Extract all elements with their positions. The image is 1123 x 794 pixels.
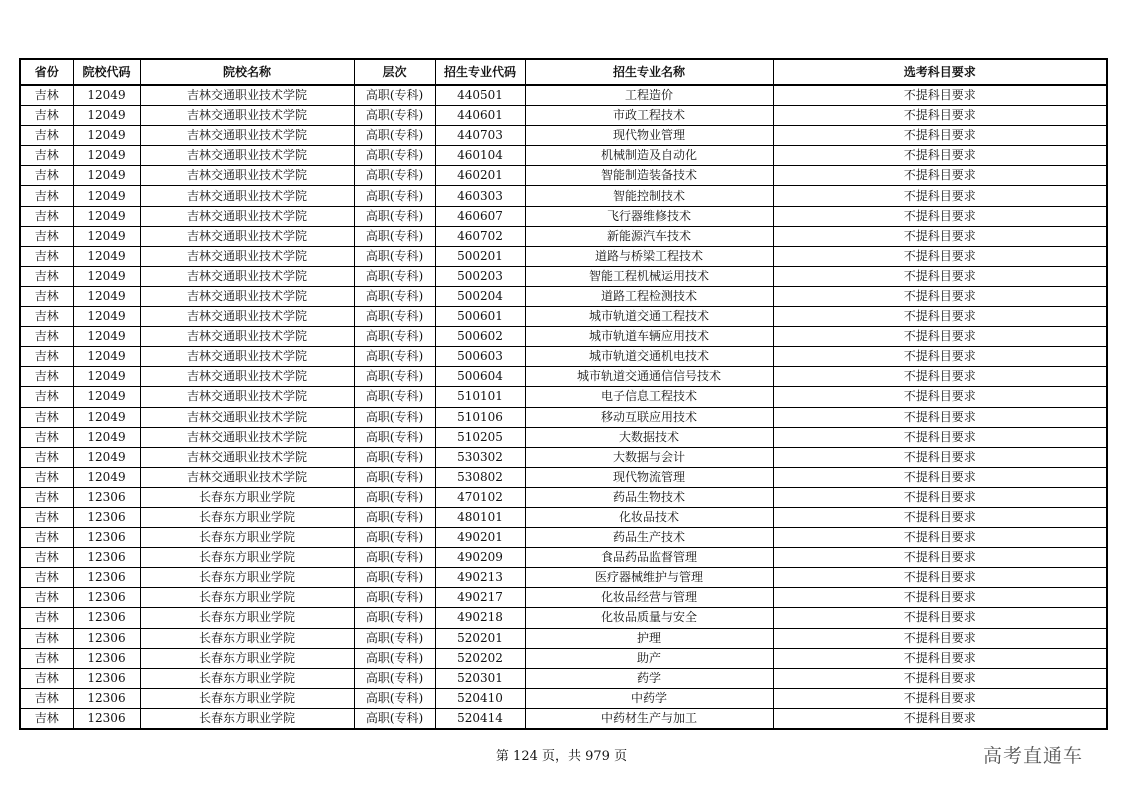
cell-subject-requirement: 不提科目要求	[773, 186, 1107, 206]
cell-subject-requirement: 不提科目要求	[773, 407, 1107, 427]
cell-school-name: 长春东方职业学院	[140, 648, 354, 668]
cell-school-name: 吉林交通职业技术学院	[140, 246, 354, 266]
table-row	[20, 85, 1107, 106]
cell-major-name: 道路工程检测技术	[525, 286, 773, 306]
table-row	[20, 126, 1107, 146]
cell-province: 吉林	[20, 487, 73, 507]
cell-subject-requirement: 不提科目要求	[773, 467, 1107, 487]
header-school-name: 院校名称	[140, 59, 354, 85]
cell-school-code: 12306	[73, 708, 140, 729]
cell-subject-requirement: 不提科目要求	[773, 588, 1107, 608]
cell-school-name: 吉林交通职业技术学院	[140, 407, 354, 427]
cell-province: 吉林	[20, 688, 73, 708]
cell-school-name: 吉林交通职业技术学院	[140, 307, 354, 327]
table-row	[20, 347, 1107, 367]
cell-subject-requirement: 不提科目要求	[773, 106, 1107, 126]
cell-major-code: 490213	[435, 568, 525, 588]
cell-major-code: 490201	[435, 528, 525, 548]
cell-subject-requirement: 不提科目要求	[773, 166, 1107, 186]
table-row	[20, 688, 1107, 708]
cell-province: 吉林	[20, 427, 73, 447]
cell-province: 吉林	[20, 668, 73, 688]
cell-subject-requirement: 不提科目要求	[773, 85, 1107, 106]
header-subject-requirement: 选考科目要求	[773, 59, 1107, 85]
table-row	[20, 106, 1107, 126]
cell-major-name: 食品药品监督管理	[525, 548, 773, 568]
cell-level: 高职(专科)	[354, 668, 435, 688]
table-row	[20, 327, 1107, 347]
cell-level: 高职(专科)	[354, 266, 435, 286]
cell-school-name: 长春东方职业学院	[140, 608, 354, 628]
cell-school-name: 吉林交通职业技术学院	[140, 266, 354, 286]
cell-subject-requirement: 不提科目要求	[773, 146, 1107, 166]
table-row	[20, 588, 1107, 608]
cell-school-name: 吉林交通职业技术学院	[140, 427, 354, 447]
table-row	[20, 608, 1107, 628]
cell-province: 吉林	[20, 528, 73, 548]
cell-province: 吉林	[20, 648, 73, 668]
cell-major-code: 500602	[435, 327, 525, 347]
cell-school-name: 吉林交通职业技术学院	[140, 126, 354, 146]
cell-province: 吉林	[20, 708, 73, 729]
cell-level: 高职(专科)	[354, 126, 435, 146]
cell-major-name: 医疗器械维护与管理	[525, 568, 773, 588]
cell-level: 高职(专科)	[354, 307, 435, 327]
cell-major-name: 大数据与会计	[525, 447, 773, 467]
header-school-code: 院校代码	[73, 59, 140, 85]
cell-school-name: 吉林交通职业技术学院	[140, 327, 354, 347]
table-row	[20, 186, 1107, 206]
header-level: 层次	[354, 59, 435, 85]
cell-subject-requirement: 不提科目要求	[773, 206, 1107, 226]
table-row	[20, 487, 1107, 507]
cell-level: 高职(专科)	[354, 467, 435, 487]
cell-major-code: 490218	[435, 608, 525, 628]
admissions-table	[19, 58, 1108, 730]
cell-school-name: 吉林交通职业技术学院	[140, 367, 354, 387]
cell-subject-requirement: 不提科目要求	[773, 487, 1107, 507]
cell-subject-requirement: 不提科目要求	[773, 327, 1107, 347]
cell-major-name: 城市轨道交通工程技术	[525, 307, 773, 327]
cell-level: 高职(专科)	[354, 387, 435, 407]
cell-major-code: 530802	[435, 467, 525, 487]
cell-subject-requirement: 不提科目要求	[773, 226, 1107, 246]
cell-school-name: 吉林交通职业技术学院	[140, 186, 354, 206]
table-row	[20, 226, 1107, 246]
cell-level: 高职(专科)	[354, 226, 435, 246]
cell-level: 高职(专科)	[354, 146, 435, 166]
document-page	[19, 58, 1106, 730]
table-row	[20, 528, 1107, 548]
cell-school-code: 12306	[73, 628, 140, 648]
cell-province: 吉林	[20, 206, 73, 226]
cell-major-name: 飞行器维修技术	[525, 206, 773, 226]
cell-school-name: 吉林交通职业技术学院	[140, 106, 354, 126]
cell-major-name: 电子信息工程技术	[525, 387, 773, 407]
cell-school-code: 12049	[73, 126, 140, 146]
table-row	[20, 628, 1107, 648]
cell-subject-requirement: 不提科目要求	[773, 246, 1107, 266]
cell-school-code: 12049	[73, 246, 140, 266]
cell-school-name: 吉林交通职业技术学院	[140, 85, 354, 106]
cell-subject-requirement: 不提科目要求	[773, 286, 1107, 306]
cell-level: 高职(专科)	[354, 166, 435, 186]
cell-school-code: 12306	[73, 548, 140, 568]
cell-major-code: 440703	[435, 126, 525, 146]
table-body	[20, 85, 1107, 729]
cell-level: 高职(专科)	[354, 528, 435, 548]
cell-level: 高职(专科)	[354, 648, 435, 668]
cell-subject-requirement: 不提科目要求	[773, 427, 1107, 447]
cell-major-code: 480101	[435, 507, 525, 527]
cell-subject-requirement: 不提科目要求	[773, 708, 1107, 729]
cell-major-code: 520301	[435, 668, 525, 688]
table-row	[20, 668, 1107, 688]
cell-major-name: 助产	[525, 648, 773, 668]
cell-subject-requirement: 不提科目要求	[773, 347, 1107, 367]
cell-level: 高职(专科)	[354, 608, 435, 628]
table-row	[20, 648, 1107, 668]
cell-major-code: 500204	[435, 286, 525, 306]
cell-subject-requirement: 不提科目要求	[773, 367, 1107, 387]
cell-school-name: 吉林交通职业技术学院	[140, 387, 354, 407]
cell-major-name: 移动互联应用技术	[525, 407, 773, 427]
watermark-logo: 高考直通车	[983, 745, 1084, 767]
cell-major-code: 500603	[435, 347, 525, 367]
cell-province: 吉林	[20, 286, 73, 306]
cell-subject-requirement: 不提科目要求	[773, 548, 1107, 568]
cell-school-name: 长春东方职业学院	[140, 708, 354, 729]
cell-major-code: 530302	[435, 447, 525, 467]
table-row	[20, 387, 1107, 407]
cell-province: 吉林	[20, 467, 73, 487]
cell-major-code: 520201	[435, 628, 525, 648]
cell-major-code: 440501	[435, 85, 525, 106]
header-major-code: 招生专业代码	[435, 59, 525, 85]
cell-major-code: 520414	[435, 708, 525, 729]
table-row	[20, 146, 1107, 166]
table-row	[20, 427, 1107, 447]
cell-major-name: 现代物流管理	[525, 467, 773, 487]
cell-school-name: 长春东方职业学院	[140, 487, 354, 507]
cell-major-code: 460702	[435, 226, 525, 246]
table-row	[20, 507, 1107, 527]
cell-province: 吉林	[20, 608, 73, 628]
cell-major-name: 中药材生产与加工	[525, 708, 773, 729]
cell-major-name: 市政工程技术	[525, 106, 773, 126]
cell-major-code: 460607	[435, 206, 525, 226]
cell-school-code: 12049	[73, 447, 140, 467]
table-row	[20, 407, 1107, 427]
cell-subject-requirement: 不提科目要求	[773, 507, 1107, 527]
cell-school-code: 12306	[73, 487, 140, 507]
cell-school-code: 12049	[73, 106, 140, 126]
cell-province: 吉林	[20, 106, 73, 126]
cell-province: 吉林	[20, 186, 73, 206]
cell-school-code: 12049	[73, 186, 140, 206]
cell-province: 吉林	[20, 307, 73, 327]
cell-major-name: 药品生物技术	[525, 487, 773, 507]
cell-level: 高职(专科)	[354, 447, 435, 467]
cell-major-code: 460201	[435, 166, 525, 186]
cell-level: 高职(专科)	[354, 206, 435, 226]
table-row	[20, 206, 1107, 226]
cell-school-name: 吉林交通职业技术学院	[140, 286, 354, 306]
cell-level: 高职(专科)	[354, 407, 435, 427]
cell-school-code: 12306	[73, 588, 140, 608]
cell-subject-requirement: 不提科目要求	[773, 307, 1107, 327]
cell-major-name: 城市轨道车辆应用技术	[525, 327, 773, 347]
cell-subject-requirement: 不提科目要求	[773, 447, 1107, 467]
cell-major-name: 道路与桥梁工程技术	[525, 246, 773, 266]
cell-major-code: 470102	[435, 487, 525, 507]
header-province: 省份	[20, 59, 73, 85]
cell-school-name: 吉林交通职业技术学院	[140, 447, 354, 467]
cell-school-code: 12049	[73, 367, 140, 387]
cell-level: 高职(专科)	[354, 507, 435, 527]
cell-province: 吉林	[20, 226, 73, 246]
cell-school-name: 吉林交通职业技术学院	[140, 347, 354, 367]
cell-level: 高职(专科)	[354, 628, 435, 648]
cell-school-code: 12049	[73, 85, 140, 106]
cell-school-name: 长春东方职业学院	[140, 528, 354, 548]
page-number: 第 124 页，共 979 页	[495, 749, 628, 764]
cell-major-name: 大数据技术	[525, 427, 773, 447]
table-row	[20, 286, 1107, 306]
cell-major-code: 460303	[435, 186, 525, 206]
cell-subject-requirement: 不提科目要求	[773, 528, 1107, 548]
table-row	[20, 708, 1107, 729]
table-row	[20, 367, 1107, 387]
cell-level: 高职(专科)	[354, 186, 435, 206]
cell-major-name: 智能工程机械运用技术	[525, 266, 773, 286]
cell-level: 高职(专科)	[354, 246, 435, 266]
cell-major-code: 500201	[435, 246, 525, 266]
table-row	[20, 307, 1107, 327]
cell-school-code: 12049	[73, 307, 140, 327]
cell-province: 吉林	[20, 588, 73, 608]
cell-major-name: 药学	[525, 668, 773, 688]
cell-level: 高职(专科)	[354, 327, 435, 347]
cell-school-name: 长春东方职业学院	[140, 688, 354, 708]
cell-major-name: 智能制造装备技术	[525, 166, 773, 186]
cell-major-name: 机械制造及自动化	[525, 146, 773, 166]
cell-province: 吉林	[20, 507, 73, 527]
cell-major-code: 500203	[435, 266, 525, 286]
cell-major-code: 510106	[435, 407, 525, 427]
cell-major-code: 500604	[435, 367, 525, 387]
cell-province: 吉林	[20, 347, 73, 367]
cell-school-code: 12306	[73, 648, 140, 668]
cell-subject-requirement: 不提科目要求	[773, 608, 1107, 628]
cell-school-code: 12306	[73, 528, 140, 548]
table-row	[20, 166, 1107, 186]
cell-school-code: 12049	[73, 467, 140, 487]
cell-level: 高职(专科)	[354, 487, 435, 507]
cell-major-name: 化妆品质量与安全	[525, 608, 773, 628]
cell-school-name: 长春东方职业学院	[140, 568, 354, 588]
cell-major-code: 440601	[435, 106, 525, 126]
cell-major-code: 520202	[435, 648, 525, 668]
cell-school-code: 12049	[73, 327, 140, 347]
cell-major-name: 城市轨道交通机电技术	[525, 347, 773, 367]
cell-province: 吉林	[20, 628, 73, 648]
cell-province: 吉林	[20, 407, 73, 427]
cell-school-name: 吉林交通职业技术学院	[140, 166, 354, 186]
cell-school-code: 12049	[73, 266, 140, 286]
cell-level: 高职(专科)	[354, 688, 435, 708]
cell-province: 吉林	[20, 548, 73, 568]
cell-province: 吉林	[20, 246, 73, 266]
cell-school-code: 12049	[73, 166, 140, 186]
table-row	[20, 447, 1107, 467]
cell-school-code: 12306	[73, 507, 140, 527]
cell-school-code: 12049	[73, 407, 140, 427]
cell-level: 高职(专科)	[354, 347, 435, 367]
cell-subject-requirement: 不提科目要求	[773, 126, 1107, 146]
cell-major-name: 工程造价	[525, 85, 773, 106]
cell-school-code: 12306	[73, 568, 140, 588]
cell-school-code: 12049	[73, 387, 140, 407]
cell-school-code: 12049	[73, 226, 140, 246]
cell-province: 吉林	[20, 126, 73, 146]
cell-school-name: 吉林交通职业技术学院	[140, 226, 354, 246]
cell-province: 吉林	[20, 568, 73, 588]
cell-school-code: 12049	[73, 206, 140, 226]
table-row	[20, 568, 1107, 588]
cell-subject-requirement: 不提科目要求	[773, 387, 1107, 407]
cell-major-code: 520410	[435, 688, 525, 708]
table-row	[20, 548, 1107, 568]
cell-major-code: 460104	[435, 146, 525, 166]
cell-level: 高职(专科)	[354, 286, 435, 306]
cell-level: 高职(专科)	[354, 367, 435, 387]
cell-major-name: 中药学	[525, 688, 773, 708]
cell-major-code: 510205	[435, 427, 525, 447]
cell-major-name: 智能控制技术	[525, 186, 773, 206]
cell-province: 吉林	[20, 387, 73, 407]
cell-major-name: 现代物业管理	[525, 126, 773, 146]
cell-subject-requirement: 不提科目要求	[773, 266, 1107, 286]
cell-subject-requirement: 不提科目要求	[773, 668, 1107, 688]
cell-province: 吉林	[20, 447, 73, 467]
cell-school-code: 12306	[73, 688, 140, 708]
cell-level: 高职(专科)	[354, 427, 435, 447]
cell-level: 高职(专科)	[354, 708, 435, 729]
cell-major-code: 490209	[435, 548, 525, 568]
cell-school-name: 吉林交通职业技术学院	[140, 146, 354, 166]
cell-subject-requirement: 不提科目要求	[773, 648, 1107, 668]
table-row	[20, 246, 1107, 266]
cell-province: 吉林	[20, 367, 73, 387]
cell-school-code: 12306	[73, 608, 140, 628]
cell-subject-requirement: 不提科目要求	[773, 628, 1107, 648]
cell-school-code: 12049	[73, 286, 140, 306]
cell-major-code: 500601	[435, 307, 525, 327]
cell-school-code: 12049	[73, 146, 140, 166]
cell-major-code: 510101	[435, 387, 525, 407]
cell-level: 高职(专科)	[354, 548, 435, 568]
cell-level: 高职(专科)	[354, 568, 435, 588]
cell-major-name: 新能源汽车技术	[525, 226, 773, 246]
cell-school-code: 12049	[73, 347, 140, 367]
cell-school-code: 12049	[73, 427, 140, 447]
cell-major-name: 化妆品技术	[525, 507, 773, 527]
cell-province: 吉林	[20, 146, 73, 166]
cell-level: 高职(专科)	[354, 588, 435, 608]
cell-province: 吉林	[20, 266, 73, 286]
cell-school-name: 长春东方职业学院	[140, 507, 354, 527]
cell-school-name: 吉林交通职业技术学院	[140, 467, 354, 487]
cell-school-name: 长春东方职业学院	[140, 588, 354, 608]
cell-major-name: 药品生产技术	[525, 528, 773, 548]
cell-school-name: 吉林交通职业技术学院	[140, 206, 354, 226]
cell-school-name: 长春东方职业学院	[140, 628, 354, 648]
cell-major-name: 护理	[525, 628, 773, 648]
cell-level: 高职(专科)	[354, 106, 435, 126]
cell-major-name: 城市轨道交通通信信号技术	[525, 367, 773, 387]
cell-school-code: 12306	[73, 668, 140, 688]
cell-subject-requirement: 不提科目要求	[773, 688, 1107, 708]
table-row	[20, 467, 1107, 487]
cell-subject-requirement: 不提科目要求	[773, 568, 1107, 588]
cell-province: 吉林	[20, 85, 73, 106]
table-row	[20, 266, 1107, 286]
cell-major-code: 490217	[435, 588, 525, 608]
header-major-name: 招生专业名称	[525, 59, 773, 85]
cell-school-name: 长春东方职业学院	[140, 668, 354, 688]
cell-school-name: 长春东方职业学院	[140, 548, 354, 568]
cell-province: 吉林	[20, 166, 73, 186]
cell-level: 高职(专科)	[354, 85, 435, 106]
cell-province: 吉林	[20, 327, 73, 347]
cell-major-name: 化妆品经营与管理	[525, 588, 773, 608]
table-header-row	[20, 59, 1107, 85]
